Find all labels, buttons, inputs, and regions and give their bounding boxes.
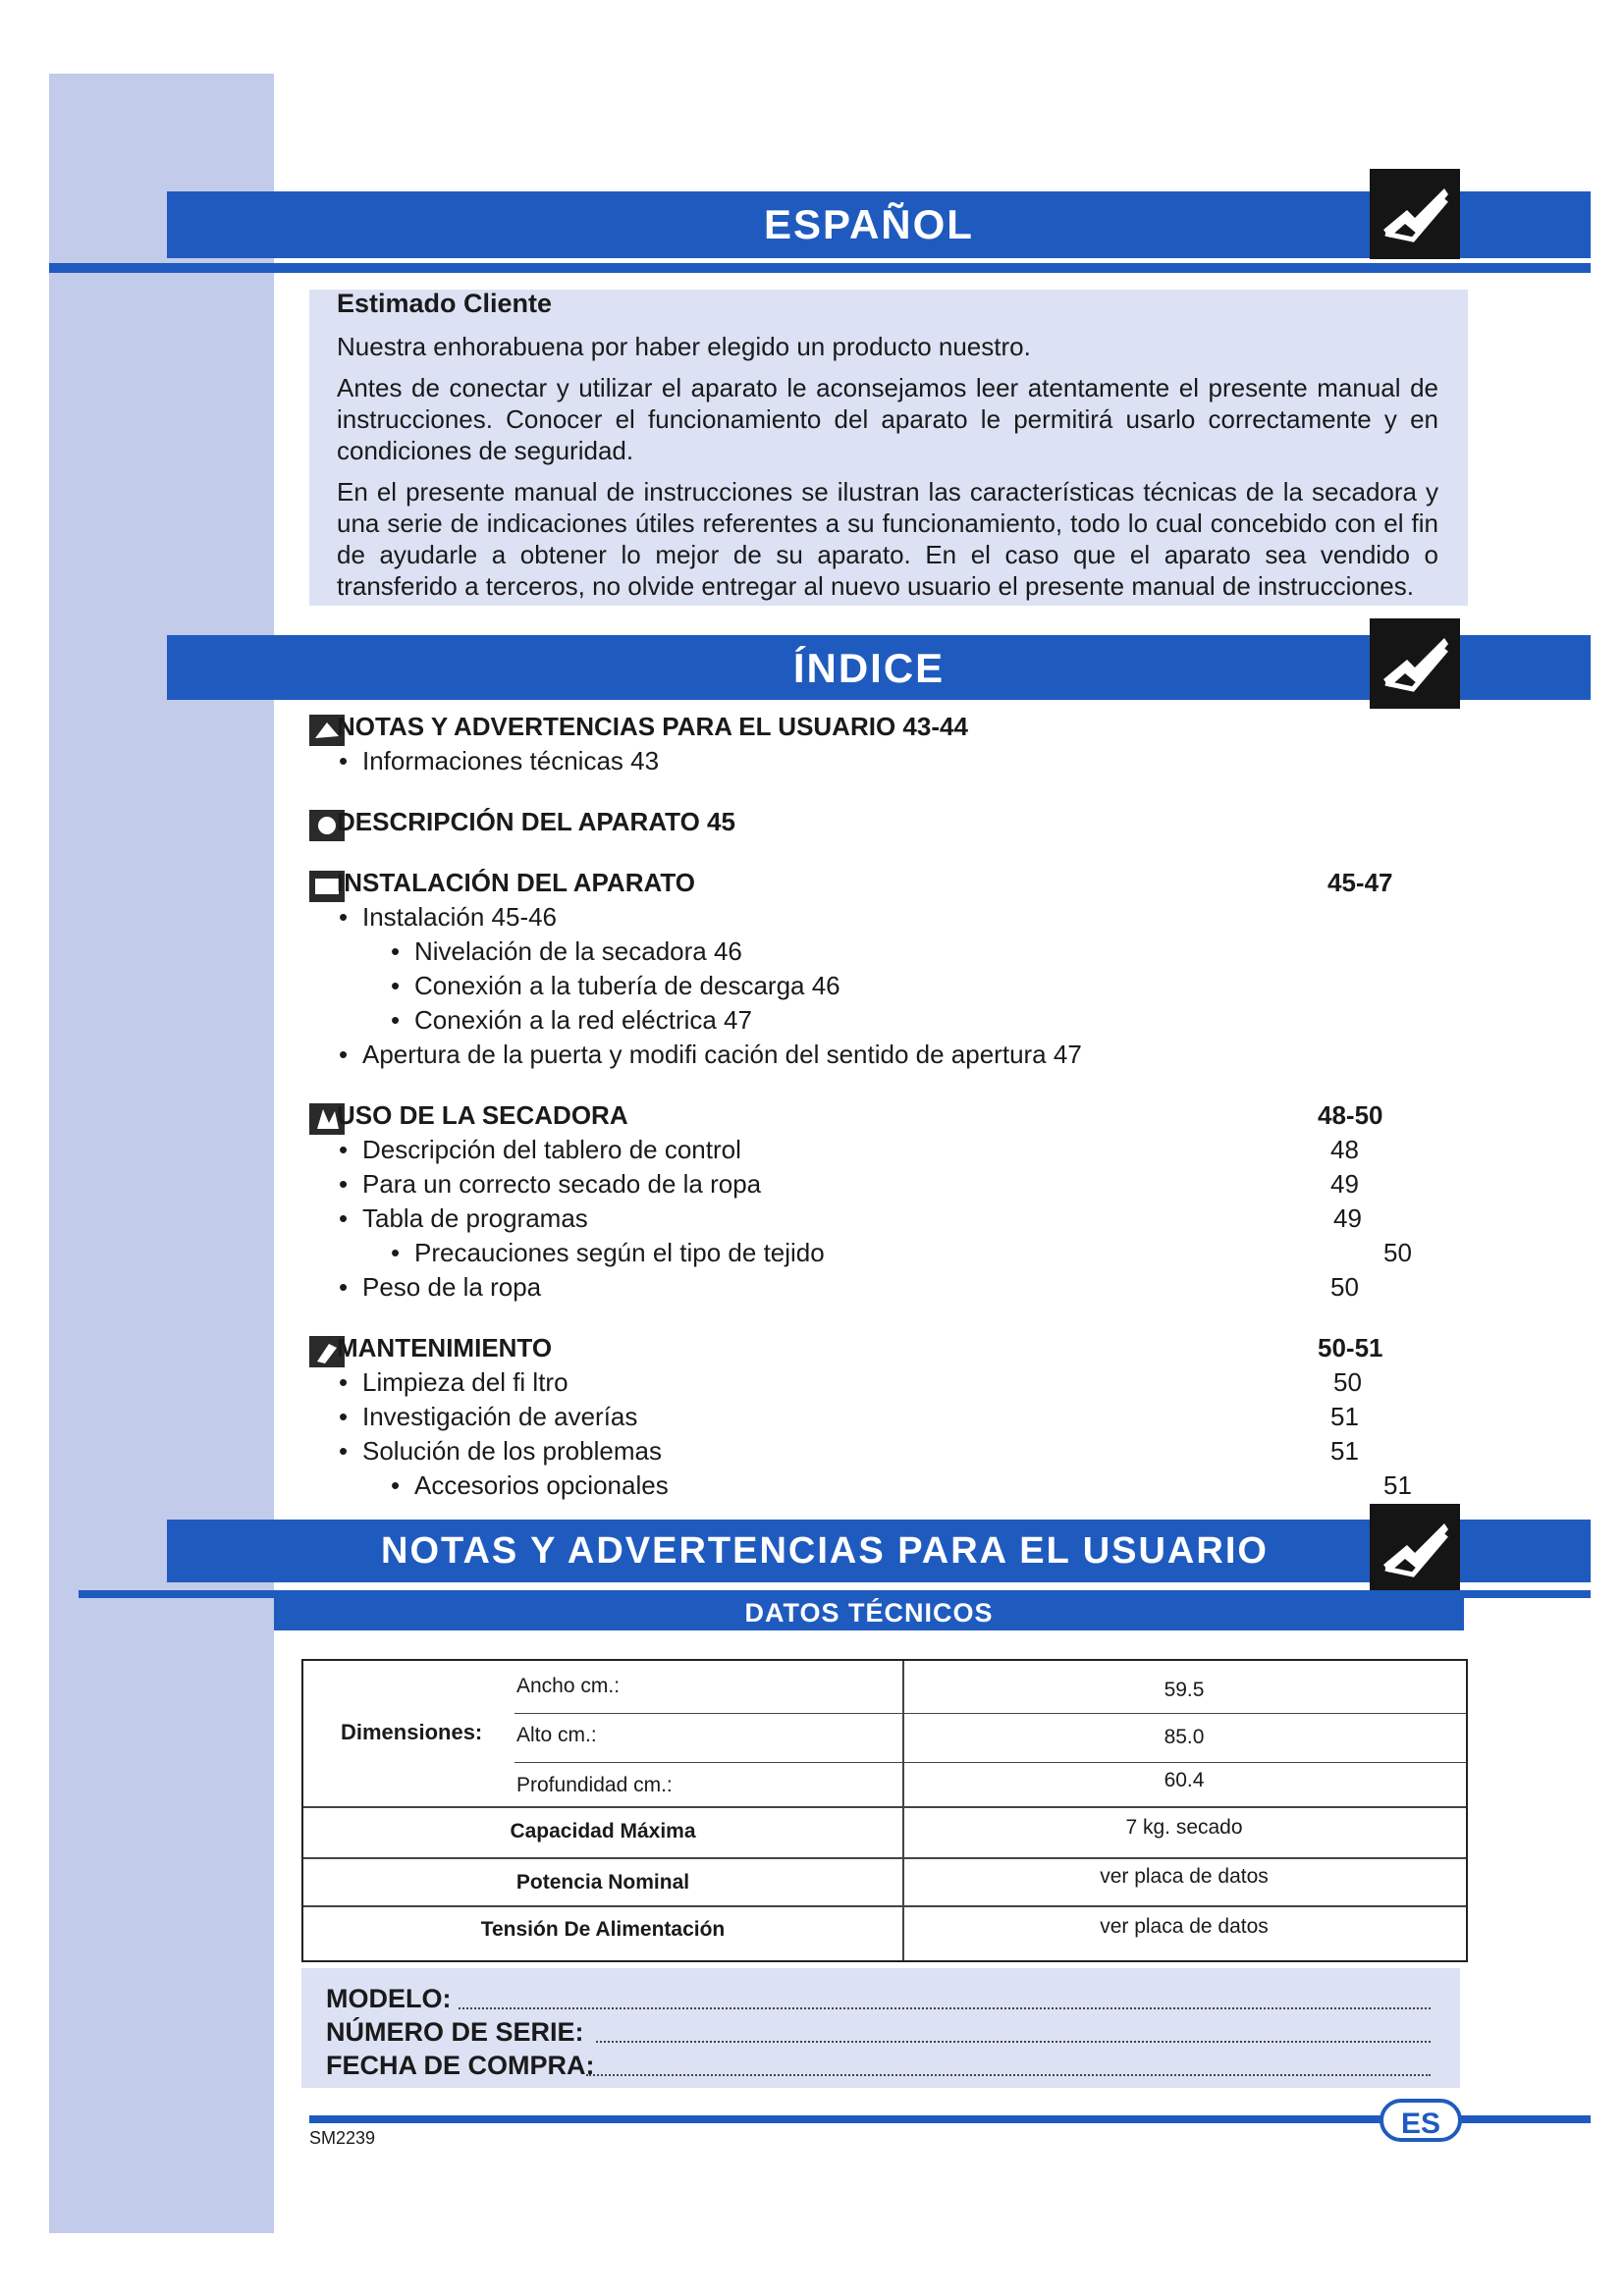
product-info-form bbox=[301, 1968, 1460, 2088]
serial-number-label: NÚMERO DE SERIE: bbox=[326, 2017, 584, 2047]
spec-dim-value: 60.4 bbox=[1164, 1769, 1205, 1791]
table-of-contents bbox=[309, 709, 1468, 1503]
toc-item[interactable] bbox=[309, 1270, 1468, 1305]
toc-item-label: • Para un correcto secado de la ropa bbox=[339, 1169, 761, 1199]
spec-label: Alto cm.: bbox=[516, 1724, 597, 1746]
toc-item-page: 48 bbox=[1330, 1135, 1359, 1164]
toc-item-label: • Investigación de averías bbox=[339, 1402, 637, 1431]
sidebar-stripe bbox=[49, 74, 274, 2233]
model-field[interactable] bbox=[459, 2007, 1431, 2009]
page-title: ESPAÑOL bbox=[764, 201, 974, 247]
toc-item-label: • Peso de la ropa bbox=[339, 1272, 541, 1302]
toc-item[interactable] bbox=[309, 900, 1468, 934]
spec-label: Potencia Nominal bbox=[515, 1871, 690, 1894]
toc-section-title: NOTAS Y ADVERTENCIAS PARA EL USUARIO 43-44 bbox=[337, 712, 968, 741]
toc-item[interactable] bbox=[309, 1236, 1468, 1270]
spec-dim-label: Dimensiones: bbox=[341, 1720, 483, 1744]
toc-item-page: 49 bbox=[1330, 1169, 1359, 1199]
toc-item[interactable] bbox=[309, 1400, 1468, 1434]
toc-section[interactable] bbox=[309, 804, 1468, 839]
toc-item-label: • Conexión a la red eléctrica 47 bbox=[391, 1005, 752, 1035]
toc-item-label: • Tabla de programas bbox=[339, 1203, 588, 1233]
book-icon-notes bbox=[1370, 1504, 1460, 1594]
toc-section-page: 50-51 bbox=[1318, 1333, 1383, 1362]
toc-item-label: • Accesorios opcionales bbox=[391, 1470, 669, 1500]
toc-item-label: • Informaciones técnicas 43 bbox=[339, 746, 659, 775]
specs-table bbox=[301, 1659, 1468, 1962]
toc-section[interactable] bbox=[309, 1097, 1468, 1133]
intro-paragraph: Nuestra enhorabuena por haber elegido un producto nuestro. bbox=[337, 332, 1031, 361]
toc-section-page: 45-47 bbox=[1327, 868, 1393, 897]
serial-number-field[interactable] bbox=[596, 2041, 1431, 2043]
spec-value: 7 kg. secado bbox=[1125, 1816, 1243, 1839]
toc-item[interactable] bbox=[309, 1468, 1468, 1503]
toc-section-title: MANTENIMIENTO bbox=[337, 1333, 553, 1362]
toc-section[interactable] bbox=[309, 865, 1468, 900]
toc-item[interactable] bbox=[309, 1038, 1468, 1072]
book-icon-index bbox=[1370, 618, 1460, 709]
spec-dim-value: 59.5 bbox=[1164, 1679, 1205, 1701]
spec-dim-row bbox=[516, 1724, 597, 1747]
intro-box bbox=[309, 290, 1468, 606]
intro-paragraph: Antes de conectar y utilizar el aparato le aconsejamos leer atentamente el presente manual de instrucciones. Conocer el funcionamiento del aparato le permitirá usarlo correctamente y en condiciones de seguridad. bbox=[337, 373, 1438, 465]
spec-value: ver placa de datos bbox=[1100, 1915, 1269, 1938]
intro-heading: Estimado Cliente bbox=[337, 289, 553, 318]
toc-item-label: • Precauciones según el tipo de tejido bbox=[391, 1238, 825, 1267]
toc-item[interactable] bbox=[309, 1365, 1468, 1400]
model-label: MODELO: bbox=[326, 1984, 452, 2013]
toc-item-page: 51 bbox=[1383, 1470, 1412, 1500]
toc-item-label: • Instalación 45-46 bbox=[339, 902, 557, 932]
document-code: SM2239 bbox=[309, 2128, 376, 2148]
toc-item-page: 49 bbox=[1333, 1203, 1362, 1233]
toc-item-label: • Solución de los problemas bbox=[339, 1436, 662, 1466]
spec-label: Ancho cm.: bbox=[516, 1675, 621, 1697]
toc-item-page: 50 bbox=[1383, 1238, 1412, 1267]
toc-section-title: INSTALACIÓN DEL APARATO bbox=[337, 868, 695, 897]
toc-item[interactable] bbox=[309, 1167, 1468, 1201]
spec-label: Tensión De Alimentación bbox=[480, 1918, 726, 1941]
spec-label: Capacidad Máxima bbox=[510, 1820, 696, 1842]
toc-item[interactable] bbox=[309, 1003, 1468, 1038]
toc-item[interactable] bbox=[309, 969, 1468, 1003]
book-icon-header bbox=[1370, 169, 1460, 259]
toc-section-title: DESCRIPCIÓN DEL APARATO 45 bbox=[337, 807, 735, 836]
toc-item[interactable] bbox=[309, 1434, 1468, 1468]
toc-item-label: • Conexión a la tubería de descarga 46 bbox=[391, 971, 840, 1000]
toc-section-title: USO DE LA SECADORA bbox=[337, 1100, 628, 1130]
purchase-date-label: FECHA DE COMPRA: bbox=[326, 2051, 595, 2080]
spec-dim-row bbox=[516, 1774, 673, 1797]
spec-dim-row bbox=[516, 1675, 620, 1698]
page-number: 43 bbox=[1470, 187, 1510, 242]
toc-item-label: • Nivelación de la secadora 46 bbox=[391, 936, 742, 966]
toc-item[interactable] bbox=[309, 1133, 1468, 1167]
spec-dim-value: 85.0 bbox=[1164, 1726, 1205, 1748]
header-rule bbox=[49, 263, 1591, 273]
toc-section[interactable] bbox=[309, 709, 1468, 744]
intro-paragraph: En el presente manual de instrucciones se ilustran las características técnicas de la secadora y una serie de indicaciones útiles referentes a su funcionamiento, todo lo cual concebido con el fin de ayudarle a obtener lo mejor de su aparato. En el caso que el aparato sea vendido o transferido a terceros, no olvide entregar al nuevo usuario el presente manual de instrucciones. bbox=[337, 477, 1438, 601]
index-title: ÍNDICE bbox=[792, 645, 946, 691]
purchase-date-field[interactable] bbox=[586, 2074, 1431, 2076]
toc-item-page: 50 bbox=[1333, 1367, 1362, 1397]
language-badge: ES bbox=[1380, 2099, 1462, 2142]
spec-label: Profundidad cm.: bbox=[516, 1774, 673, 1796]
toc-item-label: • Apertura de la puerta y modifi cación del sentido de apertura 47 bbox=[339, 1040, 1082, 1069]
toc-section[interactable] bbox=[309, 1330, 1468, 1365]
tech-data-band bbox=[274, 1595, 1464, 1630]
toc-section-page: 48-50 bbox=[1318, 1100, 1383, 1130]
notes-title: NOTAS Y ADVERTENCIAS PARA EL USUARIO bbox=[381, 1530, 1269, 1572]
spec-value: ver placa de datos bbox=[1100, 1865, 1269, 1888]
toc-item[interactable] bbox=[309, 934, 1468, 969]
toc-item[interactable] bbox=[309, 744, 1468, 778]
toc-item-page: 50 bbox=[1330, 1272, 1359, 1302]
toc-item-page: 51 bbox=[1330, 1436, 1359, 1466]
toc-item-page: 51 bbox=[1330, 1402, 1359, 1431]
toc-item[interactable] bbox=[309, 1201, 1468, 1236]
toc-item-label: • Limpieza del fi ltro bbox=[339, 1367, 568, 1397]
toc-item-label: • Descripción del tablero de control bbox=[339, 1135, 741, 1164]
tech-data-title: DATOS TÉCNICOS bbox=[744, 1598, 994, 1628]
